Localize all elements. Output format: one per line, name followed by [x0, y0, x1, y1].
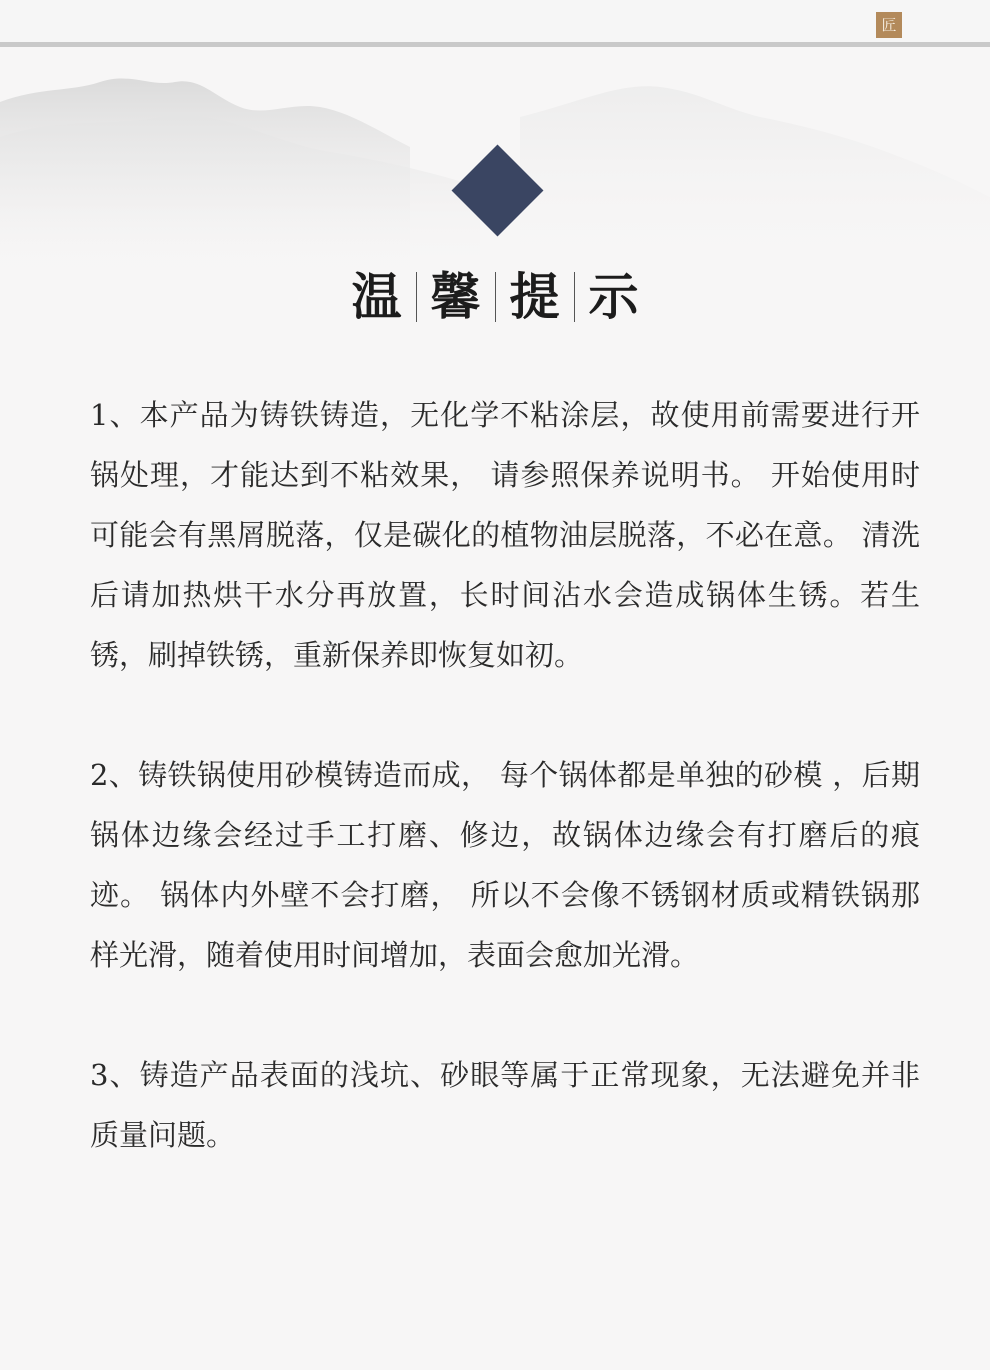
seal-stamp: 匠 — [876, 12, 902, 38]
notes-list — [90, 385, 920, 1225]
title-char: 馨 — [430, 267, 481, 326]
top-strip — [0, 0, 990, 42]
page-title — [0, 262, 990, 332]
note-paragraph-2: 2、铸铁锅使用砂模铸造而成， 每个锅体都是单独的砂模 ，后期锅体边缘会经过手工打磨、修边，故锅体边缘会有打磨后的痕迹。 锅体内外壁不会打磨， 所以不会像不锈钢材质或精铁锅那样光滑，随着使用时间增加，表面会愈加光滑。 — [90, 758, 920, 972]
note-paragraph-3: 3、铸造产品表面的浅坑、砂眼等属于正常现象，无法避免并非质量问题。 — [90, 1058, 920, 1152]
title-char: 示 — [588, 267, 639, 326]
note-paragraph-1: 1、本产品为铸铁铸造，无化学不粘涂层，故使用前需要进行开锅处理，才能达到不粘效果， 请参照保养说明书。 开始使用时可能会有黑屑脱落，仅是碳化的植物油层脱落，不必在意。 清洗后请加热烘干水分再放置，长时间沾水会造成锅体生锈。若生锈，刷掉铁锈，重新保养即恢复如初。 — [90, 398, 920, 672]
title-char: 温 — [351, 267, 402, 326]
title-char: 提 — [509, 267, 560, 326]
